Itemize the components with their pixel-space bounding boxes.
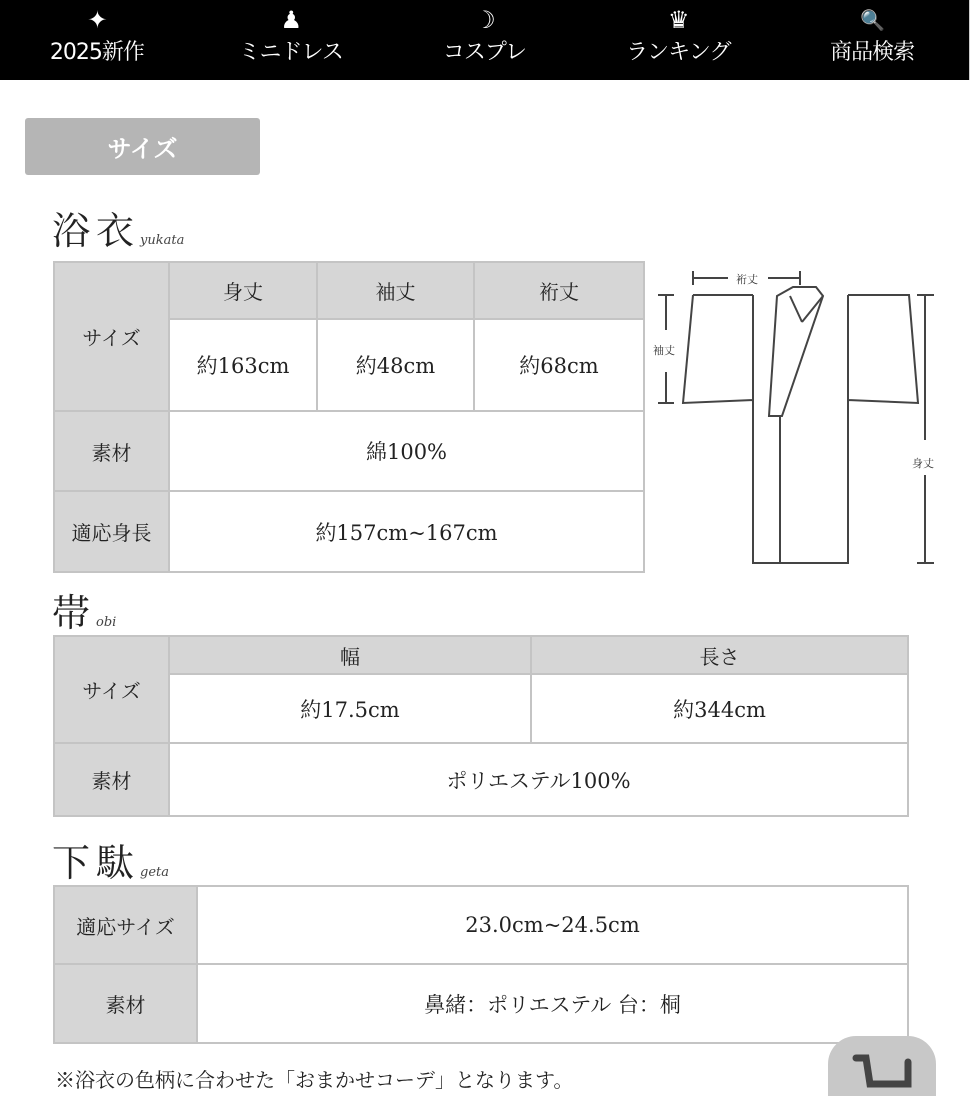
yukata-size-table bbox=[53, 261, 645, 573]
sparkle-icon: ✦ bbox=[87, 6, 107, 34]
header-length: 長さ bbox=[531, 636, 908, 674]
yukata-diagram bbox=[640, 250, 974, 580]
value-length: 約344cm bbox=[531, 674, 908, 743]
cart-icon bbox=[852, 1054, 912, 1094]
obi-subtitle: obi bbox=[96, 615, 117, 630]
geta-title bbox=[52, 832, 169, 887]
material-value: 鼻緒：ポリエステル 台：桐 bbox=[197, 964, 908, 1043]
header-sodetake: 袖丈 bbox=[317, 262, 474, 319]
yukata-title bbox=[52, 200, 184, 255]
nav-label: ミニドレス bbox=[238, 40, 343, 65]
height-value: 約157cm~167cm bbox=[169, 491, 644, 572]
size-label: サイズ bbox=[54, 636, 169, 743]
value-sodetake: 約48cm bbox=[317, 319, 474, 411]
size-value: 23.0cm~24.5cm bbox=[197, 886, 908, 964]
obi-size-table bbox=[53, 635, 909, 817]
search-icon: 🔍 bbox=[860, 8, 885, 32]
geta-title-text: 下駄 bbox=[52, 841, 141, 885]
top-nav bbox=[0, 0, 970, 80]
geta-size-table bbox=[53, 885, 909, 1044]
crown-icon: ♛ bbox=[668, 6, 689, 34]
height-label: 適応身長 bbox=[54, 491, 169, 572]
yukata-title-text: 浴衣 bbox=[52, 209, 141, 253]
diagram-mitake: 身丈 bbox=[912, 457, 934, 470]
size-label: サイズ bbox=[54, 262, 169, 411]
nav-cosplay[interactable] bbox=[388, 0, 582, 80]
value-mitake: 約163cm bbox=[169, 319, 317, 411]
nav-label: ランキング bbox=[626, 40, 731, 65]
dress-icon: ♟ bbox=[280, 6, 301, 34]
geta-subtitle: geta bbox=[140, 865, 170, 880]
obi-title-text: 帯 bbox=[52, 591, 97, 635]
material-label: 素材 bbox=[54, 411, 169, 491]
nav-label: 商品検索 bbox=[830, 40, 915, 65]
header-width: 幅 bbox=[169, 636, 531, 674]
yukata-subtitle: yukata bbox=[140, 233, 185, 248]
material-value: ポリエステル100% bbox=[169, 743, 908, 816]
cart-button[interactable] bbox=[828, 1036, 936, 1096]
obi-title bbox=[52, 582, 116, 637]
diagram-yukitake: 裄丈 bbox=[736, 273, 758, 286]
nav-label: 2025新作 bbox=[49, 40, 144, 65]
coordinate-note: ※浴衣の色柄に合わせた「おまかせコーデ」となります。 bbox=[55, 1068, 574, 1092]
value-width: 約17.5cm bbox=[169, 674, 531, 743]
nav-label: コスプレ bbox=[442, 40, 527, 65]
nav-ranking[interactable] bbox=[581, 0, 775, 80]
material-label: 素材 bbox=[54, 964, 197, 1043]
diagram-sodetake: 袖丈 bbox=[653, 344, 675, 357]
nav-search[interactable] bbox=[775, 0, 969, 80]
material-label: 素材 bbox=[54, 743, 169, 816]
nav-mini-dress[interactable] bbox=[194, 0, 388, 80]
material-value: 綿100% bbox=[169, 411, 644, 491]
nav-new-2025[interactable] bbox=[0, 0, 194, 80]
value-yukitake: 約68cm bbox=[474, 319, 644, 411]
size-tab[interactable]: サイズ bbox=[25, 118, 260, 175]
header-mitake: 身丈 bbox=[169, 262, 317, 319]
moon-icon: ☽ bbox=[474, 6, 495, 34]
header-yukitake: 裄丈 bbox=[474, 262, 644, 319]
size-label: 適応サイズ bbox=[54, 886, 197, 964]
